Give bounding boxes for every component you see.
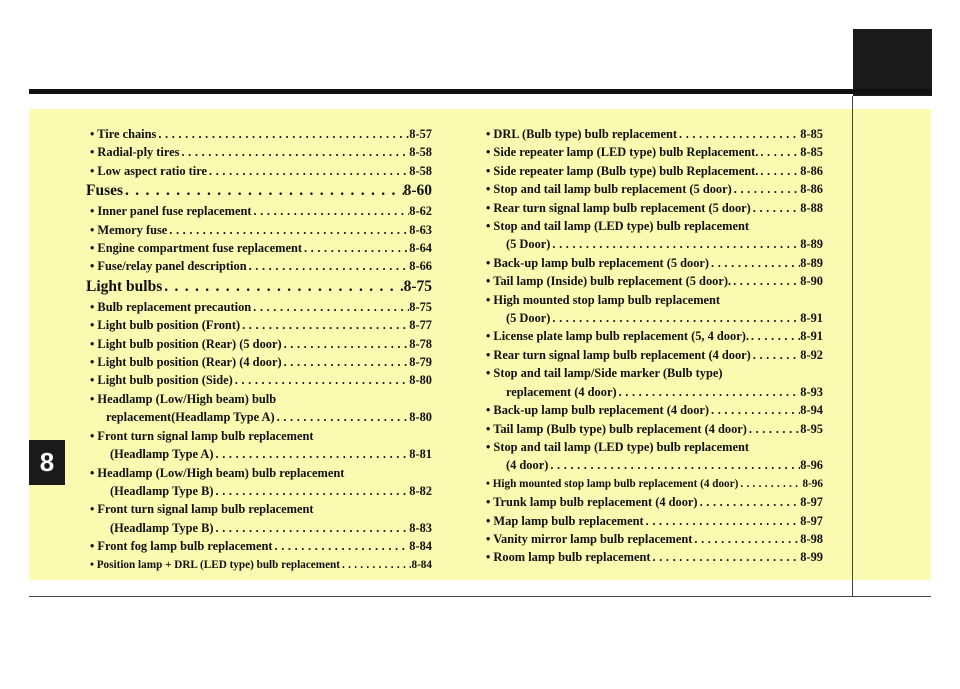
- entry-title: • Light bulb position (Side): [90, 373, 233, 388]
- toc-entry[interactable]: [486, 272, 823, 290]
- entry-title: • Rear turn signal lamp bulb replacement (5 door): [486, 200, 751, 215]
- toc-entry[interactable]: [90, 353, 432, 371]
- leader-dots: [747, 420, 800, 438]
- section-title: Light bulbs: [86, 277, 163, 295]
- page-number: 8-84: [411, 558, 432, 571]
- toc-entry[interactable]: [90, 143, 432, 161]
- page-number: 8-93: [800, 384, 823, 399]
- leader-dots: [709, 401, 800, 419]
- entry-title: • Map lamp bulb replacement: [486, 513, 644, 528]
- toc-entry[interactable]: [90, 335, 432, 353]
- page-number: 8-66: [409, 259, 432, 274]
- entry-title: • Tail lamp (Inside) bulb replacement (5 door).: [486, 274, 732, 289]
- page-number: 8-95: [800, 421, 823, 436]
- entry-title: • Light bulb position (Front): [90, 318, 241, 333]
- leader-dots: [749, 327, 800, 345]
- entry-title: • Light bulb position (Rear) (5 door): [90, 336, 282, 351]
- toc-entry[interactable]: [90, 316, 432, 334]
- entry-title: • Memory fuse: [90, 222, 168, 237]
- entry-title: • Light bulb position (Rear) (4 door): [90, 355, 282, 370]
- leader-dots: [644, 512, 801, 530]
- bottom-rule: [29, 596, 931, 597]
- leader-dots: [731, 272, 800, 290]
- leader-dots: [732, 180, 801, 198]
- entry-title-cont: (Headlamp Type A): [110, 447, 214, 462]
- entry-title-cont: (5 Door): [506, 311, 551, 326]
- page-number: 8-57: [409, 127, 432, 141]
- margin-rule: [852, 96, 853, 596]
- toc-entry[interactable]: [486, 125, 823, 143]
- page-number: 8-88: [800, 200, 823, 215]
- page-number: 8-82: [409, 483, 432, 498]
- leader-dots: [709, 254, 800, 272]
- leader-dots: [548, 456, 800, 474]
- top-rule: [29, 89, 931, 94]
- leader-dots: [233, 371, 410, 389]
- toc-entry[interactable]: [486, 217, 823, 254]
- leader-dots: [692, 530, 800, 548]
- page-number: 8-63: [409, 222, 432, 237]
- toc-entry[interactable]: [486, 493, 823, 511]
- page-number: 8-86: [800, 182, 823, 197]
- leader-dots: [340, 556, 411, 574]
- entry-title: • Room lamp bulb replacement: [486, 550, 651, 565]
- toc-left-column: [86, 125, 432, 574]
- toc-entry[interactable]: [486, 438, 823, 475]
- entry-title: • Trunk lamp bulb replacement (4 door): [486, 495, 698, 510]
- leader-dots: [550, 309, 800, 327]
- toc-entry[interactable]: [90, 500, 432, 537]
- leader-dots: [302, 239, 409, 257]
- entry-title: • Radial-ply tires: [90, 145, 180, 160]
- entry-title: • Low aspect ratio tire: [90, 163, 207, 178]
- entry-title-cont: (Headlamp Type B): [110, 483, 214, 498]
- leader-dots: [162, 276, 403, 298]
- toc-entry[interactable]: [486, 291, 823, 328]
- page-number: 8-77: [409, 318, 432, 333]
- page-number: 8-84: [409, 539, 432, 554]
- toc-entry[interactable]: [90, 125, 432, 143]
- entry-title-cont: (5 Door): [506, 237, 551, 252]
- leader-dots: [167, 221, 409, 239]
- toc-entry[interactable]: [90, 239, 432, 257]
- leader-dots: [751, 346, 801, 364]
- toc-entry[interactable]: [90, 464, 432, 501]
- page-number: 8-64: [409, 241, 432, 256]
- page-number: 8-91: [800, 329, 823, 344]
- entry-title: • Rear turn signal lamp bulb replacement (4 door): [486, 347, 751, 362]
- page-number: 8-98: [800, 531, 823, 546]
- leader-dots: [179, 143, 409, 161]
- page-number: 8-80: [409, 410, 432, 425]
- entry-title: • High mounted stop lamp bulb replacement: [486, 292, 721, 307]
- page-number: 8-58: [409, 145, 432, 160]
- entry-title: • Front turn signal lamp bulb replacement: [90, 428, 314, 443]
- entry-title: • Back-up lamp bulb replacement (5 door): [486, 255, 710, 270]
- leader-dots: [214, 445, 410, 463]
- leader-dots: [758, 162, 800, 180]
- entry-title: • Tire chains: [90, 127, 157, 141]
- toc-entry[interactable]: [486, 401, 823, 419]
- leader-dots: [156, 125, 409, 143]
- page-number: 8-96: [802, 477, 823, 490]
- page-number: 8-83: [409, 520, 432, 535]
- toc-entry[interactable]: [90, 537, 432, 555]
- leader-dots: [252, 202, 410, 220]
- page-number: 8-92: [800, 347, 823, 362]
- toc-entry[interactable]: [486, 180, 823, 198]
- section-title: Fuses: [86, 182, 124, 200]
- page-number: 8-85: [800, 127, 823, 141]
- toc-entry[interactable]: [90, 390, 432, 427]
- leader-dots: [275, 408, 410, 426]
- entry-title: • DRL (Bulb type) bulb replacement: [486, 127, 678, 141]
- toc-entry[interactable]: [486, 162, 823, 180]
- leader-dots: [273, 537, 410, 555]
- page-number: 8-75: [409, 299, 432, 314]
- entry-title: • Vanity mirror lamp bulb replacement: [486, 531, 693, 546]
- chapter-tab[interactable]: 8: [29, 440, 65, 485]
- leader-dots: [698, 493, 801, 511]
- toc-entry[interactable]: [90, 257, 432, 275]
- entry-title: • Stop and tail lamp (LED type) bulb replacement: [486, 439, 749, 454]
- toc-entry[interactable]: [90, 298, 432, 316]
- entry-title-cont: replacement(Headlamp Type A): [106, 410, 275, 425]
- leader-dots: [677, 125, 800, 143]
- page-number: 8-78: [409, 336, 432, 351]
- page-number: 8-90: [800, 274, 823, 289]
- toc-entry[interactable]: [486, 512, 823, 530]
- entry-title: • Engine compartment fuse replacement: [90, 241, 302, 256]
- page-number: 8-99: [800, 550, 823, 565]
- leader-dots: [214, 519, 410, 537]
- page-number: 8-97: [800, 513, 823, 528]
- page-number: 8-81: [409, 447, 432, 462]
- toc-entry[interactable]: [486, 364, 823, 401]
- toc-entry[interactable]: [486, 254, 823, 272]
- leader-dots: [550, 235, 800, 253]
- page-number: 8-79: [409, 355, 432, 370]
- entry-title: • Back-up lamp bulb replacement (4 door): [486, 403, 710, 418]
- entry-title: • Headlamp (Low/High beam) bulb: [90, 391, 277, 406]
- leader-dots: [758, 143, 800, 161]
- toc-entry[interactable]: [486, 420, 823, 438]
- page-number: 8-89: [800, 255, 823, 270]
- leader-dots: [282, 353, 410, 371]
- leader-dots: [738, 475, 802, 493]
- toc-entry[interactable]: [90, 371, 432, 389]
- toc-entry[interactable]: [486, 548, 823, 566]
- page-number: 8-62: [409, 204, 432, 219]
- page-number: 8-86: [800, 163, 823, 178]
- leader-dots: [617, 383, 801, 401]
- leader-dots: [214, 482, 410, 500]
- toc-entry[interactable]: [486, 346, 823, 364]
- page-number: 8-60: [403, 182, 432, 200]
- leader-dots: [282, 335, 410, 353]
- entry-title: • Fuse/relay panel description: [90, 259, 247, 274]
- entry-title-cont: replacement (4 door): [506, 384, 617, 399]
- page-number: 8-96: [800, 458, 823, 473]
- toc-entry[interactable]: [486, 475, 823, 493]
- page-number: 8-58: [409, 163, 432, 178]
- toc-entry[interactable]: [90, 162, 432, 180]
- leader-dots: [251, 298, 409, 316]
- toc-section[interactable]: [86, 180, 432, 202]
- page-number: 8-80: [409, 373, 432, 388]
- entry-title: • Stop and tail lamp bulb replacement (5 door): [486, 182, 732, 197]
- page-number: 8-94: [800, 403, 823, 418]
- entry-title: • Front fog lamp bulb replacement: [90, 539, 273, 554]
- entry-title: • Inner panel fuse replacement: [90, 204, 252, 219]
- entry-title: • License plate lamp bulb replacement (5, 4 door).: [486, 329, 749, 344]
- page-number: 8-91: [800, 311, 823, 326]
- entry-title: • Bulb replacement precaution: [90, 299, 252, 314]
- toc-entry[interactable]: [90, 556, 432, 574]
- entry-title: • Position lamp + DRL (LED type) bulb replacement: [90, 558, 341, 571]
- entry-title: • Front turn signal lamp bulb replacement: [90, 502, 314, 517]
- toc-entry[interactable]: [486, 143, 823, 161]
- toc-right-column: [486, 125, 823, 567]
- toc-entry[interactable]: [90, 427, 432, 464]
- page-number: 8-89: [800, 237, 823, 252]
- corner-tab: [853, 29, 932, 96]
- entry-title: • Stop and tail lamp (LED type) bulb replacement: [486, 219, 749, 234]
- entry-title: • Stop and tail lamp/Side marker (Bulb type): [486, 366, 723, 381]
- leader-dots: [751, 199, 801, 217]
- toc-entry[interactable]: [486, 327, 823, 345]
- leader-dots: [207, 162, 409, 180]
- toc-entry[interactable]: [90, 202, 432, 220]
- page-number: 8-85: [800, 145, 823, 160]
- page-number: 8-97: [800, 495, 823, 510]
- entry-title: • High mounted stop lamp bulb replacement (4 door): [486, 477, 739, 490]
- entry-title-cont: (Headlamp Type B): [110, 520, 214, 535]
- leader-dots: [123, 180, 404, 202]
- toc-entry[interactable]: [90, 221, 432, 239]
- entry-title-cont: (4 door): [506, 458, 549, 473]
- entry-title: • Side repeater lamp (LED type) bulb Replacement.: [486, 145, 759, 160]
- page-number: 8-75: [403, 277, 432, 295]
- entry-title: • Side repeater lamp (Bulb type) bulb Replacement.: [486, 163, 759, 178]
- entry-title: • Headlamp (Low/High beam) bulb replacement: [90, 465, 345, 480]
- toc-entry[interactable]: [486, 530, 823, 548]
- toc-entry[interactable]: [486, 199, 823, 217]
- leader-dots: [240, 316, 409, 334]
- leader-dots: [651, 548, 801, 566]
- entry-title: • Tail lamp (Bulb type) bulb replacement (4 door): [486, 421, 747, 436]
- leader-dots: [247, 257, 410, 275]
- toc-section[interactable]: [86, 276, 432, 298]
